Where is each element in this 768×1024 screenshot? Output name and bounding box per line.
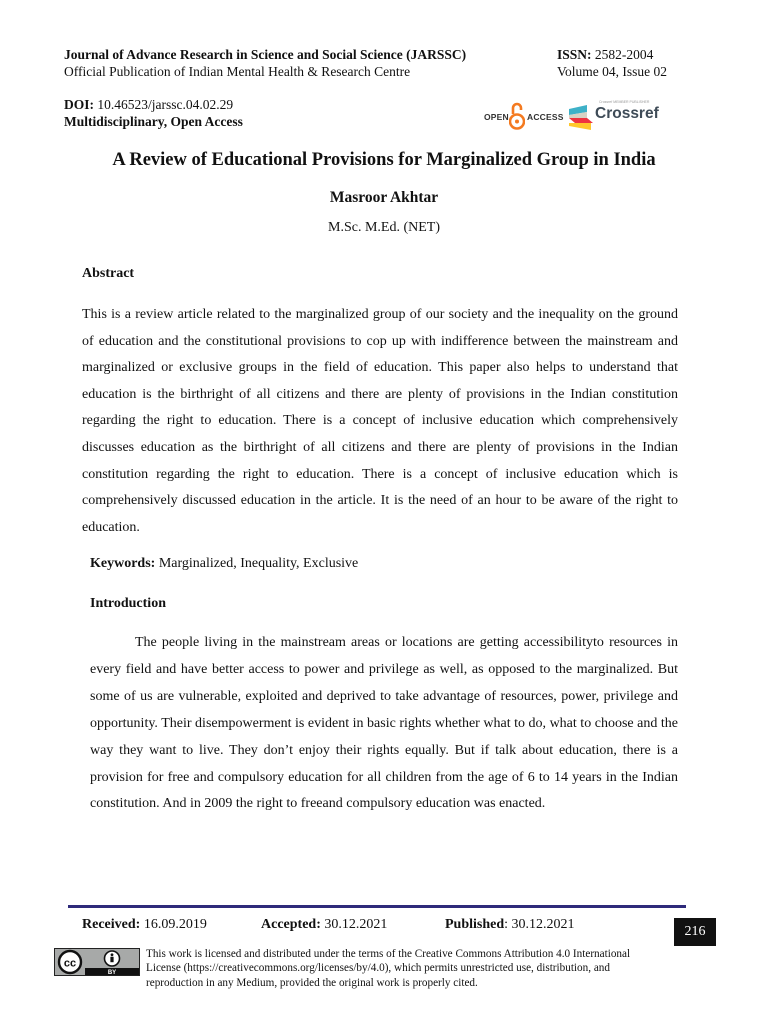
issn: ISSN: 2582-2004 — [557, 47, 654, 62]
abstract-heading: Abstract — [82, 266, 135, 281]
open-access-open-text: OPEN — [484, 112, 509, 122]
introduction-body: The people living in the mainstream areas or locations are getting accessibilityto resources in every field and have better access to power and privilege as well, as opposed to the marginalized. But some of us are vulnerable, exploited and deprived to take advantage of resources, power, privilege and opportunity. Their disempowerment is evident in basic rights whether what to do, what to choose and the way they want to live. They don’t enjoy their rights equally. But if talk about education, there is a provision for free and compulsory education for all children from the age of 6 to 14 years in the Indian constitution. And in 2009 the right to freeand compulsory education was enacted. — [90, 635, 678, 812]
published-date: Published: 30.12.2021 — [445, 917, 575, 932]
keywords-list: Marginalized, Inequality, Exclusive — [158, 556, 359, 571]
journal-title: Journal of Advance Research in Science and Social Science (JARSSC) — [64, 47, 467, 62]
introduction-heading: Introduction — [90, 596, 166, 611]
received-date: Received: 16.09.2019 — [82, 917, 207, 932]
crossref-wordmark: Crossref — [595, 105, 659, 122]
open-access-access-text: ACCESS — [527, 112, 564, 122]
footer-rule — [68, 905, 686, 908]
keywords — [90, 556, 358, 572]
author-qualifications: M.Sc. M.Ed. (NET) — [328, 220, 440, 235]
journal-subtitle: Official Publication of Indian Mental Health & Research Centre — [64, 64, 411, 79]
abstract-body: This is a review article related to the marginalized group of our society and the inequality on the ground of education and the constitutional provisions to cop up with indifference between the mainstream and marginalized or exclusive groups in the field of education. This paper also helps to understand that education is the birthright of all citizens and there are plenty of provisions in the Indian constitution regarding the right to education. There is a concept of inclusive education which comprehensively discusses education as the birthright of all citizens and there are plenty of provisions in the Indian constitution regarding the right to education. There is a concept of inclusive education which is comprehensively discussed education in the article. It is the need of an hour to be aware of the right to education. — [82, 307, 678, 535]
author-name: Masroor Akhtar — [329, 189, 439, 206]
doi: DOI: 10.46523/jarssc.04.02.29 — [64, 97, 234, 112]
cc-by-icon — [55, 949, 139, 975]
crossref-logo — [569, 100, 669, 134]
cc-by-license-badge[interactable] — [54, 948, 140, 976]
open-access-logo — [484, 101, 564, 133]
article-title: A Review of Educational Provisions for Marginalized Group in India — [112, 150, 656, 170]
crossref-member-text: Crossref MEMBER PUBLISHER — [599, 100, 650, 104]
crossref-mark-icon — [569, 105, 593, 131]
volume-issue: Volume 04, Issue 02 — [557, 64, 667, 79]
keywords-label: Keywords: — [90, 556, 156, 571]
svg-text:cc: cc — [63, 957, 77, 970]
doi-value[interactable]: 10.46523/jarssc.04.02.29 — [97, 97, 234, 112]
cc-by-label: BY — [107, 970, 117, 975]
access-type: Multidisciplinary, Open Access — [64, 114, 243, 129]
accepted-date: Accepted: 30.12.2021 — [261, 917, 388, 932]
issn-value: 2582-2004 — [594, 47, 654, 62]
open-access-lock-icon — [509, 101, 525, 131]
page-number: 216 — [674, 918, 716, 946]
license-statement: This work is licensed and distributed under the terms of the Creative Commons Attribution 4.0 International License (https://creativecommons.org/licenses/by/4.0), which permits unrestricted use, distribution, and reproduction in any Medium, provided the original work is properly cited. — [146, 948, 631, 989]
